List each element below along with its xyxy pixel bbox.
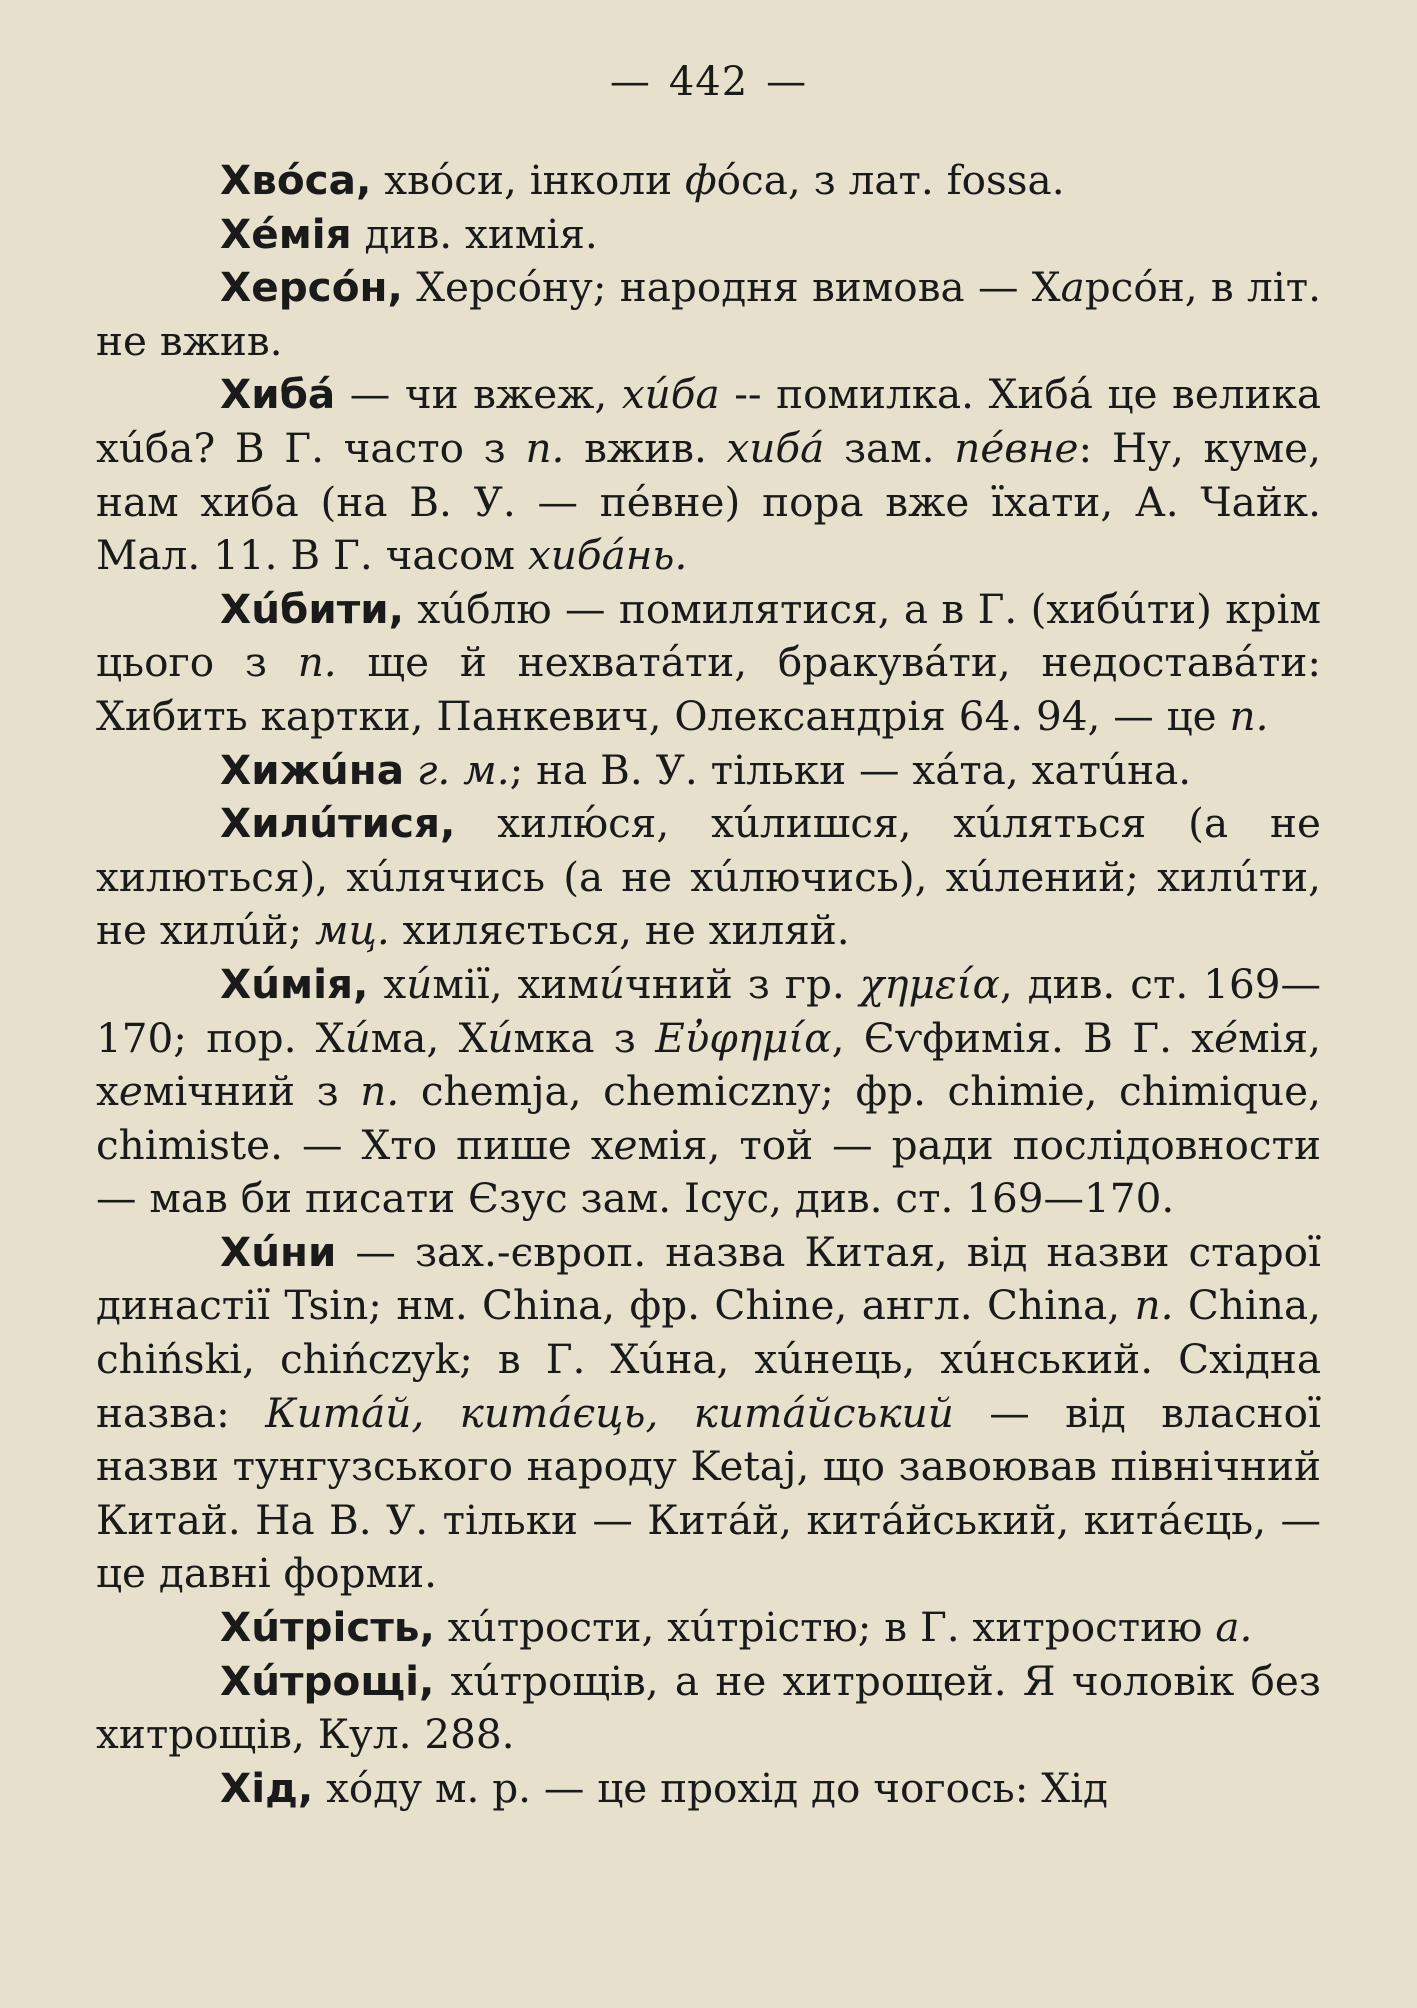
entry-text: — від власної назви тунгузського народу Ketaj, що завоював північний Китай. На В. У. тільки — Китáй, китáйський, китáєць, — це давні форми. bbox=[96, 1388, 1321, 1598]
entry-text: хúтрости, хúтрістю; в Г. хитростию bbox=[434, 1603, 1216, 1652]
entry-headword: Хúтрощі, bbox=[220, 1656, 435, 1705]
entry-text: ма, Х bbox=[370, 1013, 488, 1062]
dictionary-entry bbox=[96, 261, 1321, 368]
entry-text: зам. bbox=[824, 423, 955, 472]
entry-italic: а bbox=[1060, 263, 1085, 312]
entry-text: — зах.-європ. назва Китая, від назви старої династії Tsin; нм. China, фр. Chine, англ. China, bbox=[96, 1227, 1321, 1330]
entry-headword: Хід, bbox=[220, 1763, 314, 1812]
entry-headword: Херсóн, bbox=[220, 263, 403, 312]
entry-headword: Хúмія, bbox=[220, 959, 369, 1008]
entry-headword: Хúбити, bbox=[220, 584, 404, 633]
entry-text: óса, з лат. fossa. bbox=[716, 156, 1065, 204]
entry-text: хúблю — помилятися, а в Г. (хибúти) крім цього з bbox=[96, 584, 1321, 687]
entry-italic: χημεία bbox=[859, 959, 1000, 1008]
entry-italic: Εὐφημία bbox=[655, 1013, 832, 1062]
entry-italic: ú bbox=[487, 1013, 514, 1062]
dictionary-entry bbox=[96, 1601, 1321, 1655]
page-number-dash-left: — bbox=[609, 59, 651, 105]
entry-italic: ú bbox=[406, 959, 433, 1008]
entry-text: chemja, chemiczny; фр. chimie, chimique, chimiste. — Хто пише х bbox=[96, 1067, 1321, 1169]
entry-text: мка з bbox=[513, 1013, 656, 1062]
entry-text: -- помилка. Хибá це велика хúба? В Г. часто з bbox=[96, 370, 1321, 472]
entry-headword: Хилúтися, bbox=[220, 799, 456, 848]
entry-text: ще й нехватáти, бракувáти, недоставáти: Хибить картки, Панкевич, Олександрія 64. 94, — це bbox=[96, 638, 1321, 740]
entry-text: Херсóну; народня вимова — Х bbox=[402, 263, 1061, 312]
entry-italic: хúба bbox=[621, 370, 720, 419]
entry-text: — чи вжеж, bbox=[335, 370, 622, 419]
entry-headword: Хúтрість, bbox=[220, 1603, 435, 1652]
dictionary-entry bbox=[96, 958, 1321, 1226]
entry-text: China, chiński, chińczyk; в Г. Хúна, хúнець, хúнський. Східна назва: bbox=[96, 1281, 1321, 1437]
entry-italic: г. м. bbox=[416, 745, 510, 794]
entry-italic: п. bbox=[297, 638, 337, 687]
entry-italic: е bbox=[613, 1120, 638, 1169]
entry-text: хúтрощів, а не хитрощей. Я чоловік без хитрощів, Кул. 288. bbox=[96, 1656, 1321, 1759]
entry-text: мія, той — ради послідовности — мав би писати Єзус зам. Ісус, див. ст. 169—170. bbox=[96, 1120, 1321, 1223]
page-number-dash-right: — bbox=[766, 59, 808, 105]
entry-text: хвóси, інколи bbox=[371, 156, 685, 204]
dictionary-entry bbox=[96, 1226, 1321, 1601]
entry-italic: п. bbox=[525, 423, 565, 472]
entry-text: див. химія. bbox=[351, 209, 598, 258]
dictionary-entry bbox=[96, 208, 1321, 262]
dictionary-entry bbox=[96, 583, 1321, 744]
entry-italic: хибá bbox=[726, 423, 825, 472]
entry-headword: Хвóса, bbox=[220, 156, 372, 204]
entry-italic: Китáй, китáєць, китáйський bbox=[265, 1388, 954, 1437]
entry-italic: мц. bbox=[315, 906, 390, 955]
entry-text: мічний з bbox=[142, 1067, 361, 1116]
dictionary-entry bbox=[96, 1762, 1321, 1816]
entry-text: : Ну, куме, нам хиба (на В. У. — пéвне) пора вже їхати, А. Чайк. Мал. 11. В Г. часом bbox=[96, 423, 1322, 580]
entry-text: чний з гр. bbox=[625, 959, 860, 1008]
dictionary-entry bbox=[96, 797, 1321, 958]
entry-text: хиляється, не хиляй. bbox=[389, 906, 850, 955]
entry-text: хилю́ся, хúлишся, хúляться (а не хилються), хúлячись (а не хúлючись), хúлений; хилúти, не хилúй; bbox=[96, 799, 1321, 955]
entry-headword: Хибá bbox=[220, 370, 336, 419]
dictionary-entry bbox=[96, 1655, 1321, 1762]
dictionary-entries bbox=[96, 154, 1321, 1815]
entry-headword: Хéмія bbox=[220, 209, 352, 258]
entry-italic: п. bbox=[360, 1067, 400, 1116]
entry-text: х bbox=[368, 959, 407, 1008]
entry-italic: п. bbox=[1229, 691, 1269, 740]
entry-text: ; на В. У. тільки — хáта, хатúна. bbox=[509, 745, 1192, 794]
entry-italic: ф bbox=[684, 156, 717, 204]
entry-text bbox=[404, 746, 417, 794]
entry-italic: а. bbox=[1215, 1603, 1253, 1652]
entry-italic: ú bbox=[344, 1013, 371, 1062]
entry-italic: хибáнь. bbox=[527, 531, 688, 580]
entry-text: хóду м. р. — це прохід до чогось: Хід bbox=[313, 1763, 1108, 1812]
entry-text: мії, хим bbox=[432, 959, 599, 1008]
page-number: 442 bbox=[668, 59, 749, 105]
entry-headword: Хúни bbox=[220, 1227, 337, 1276]
entry-text: , Єѵфимія. В Г. х bbox=[831, 1013, 1215, 1062]
entry-text: вжив. bbox=[564, 423, 727, 472]
page-number-line bbox=[96, 52, 1321, 112]
entry-italic: пéвне bbox=[954, 423, 1079, 472]
entry-italic: é bbox=[1214, 1013, 1239, 1062]
entry-headword: Хижúна bbox=[220, 745, 405, 794]
entry-italic: е bbox=[118, 1067, 143, 1116]
entry-text: , див. ст. 169—170; пор. Х bbox=[96, 959, 1321, 1062]
dictionary-entry bbox=[96, 154, 1321, 208]
entry-text: мія, х bbox=[96, 1013, 1321, 1116]
entry-text: рсóн, в літ. не вжив. bbox=[96, 263, 1321, 365]
entry-italic: п. bbox=[1134, 1281, 1174, 1330]
dictionary-entry bbox=[96, 368, 1321, 582]
dictionary-entry bbox=[96, 744, 1321, 798]
entry-italic: ú bbox=[598, 959, 626, 1008]
